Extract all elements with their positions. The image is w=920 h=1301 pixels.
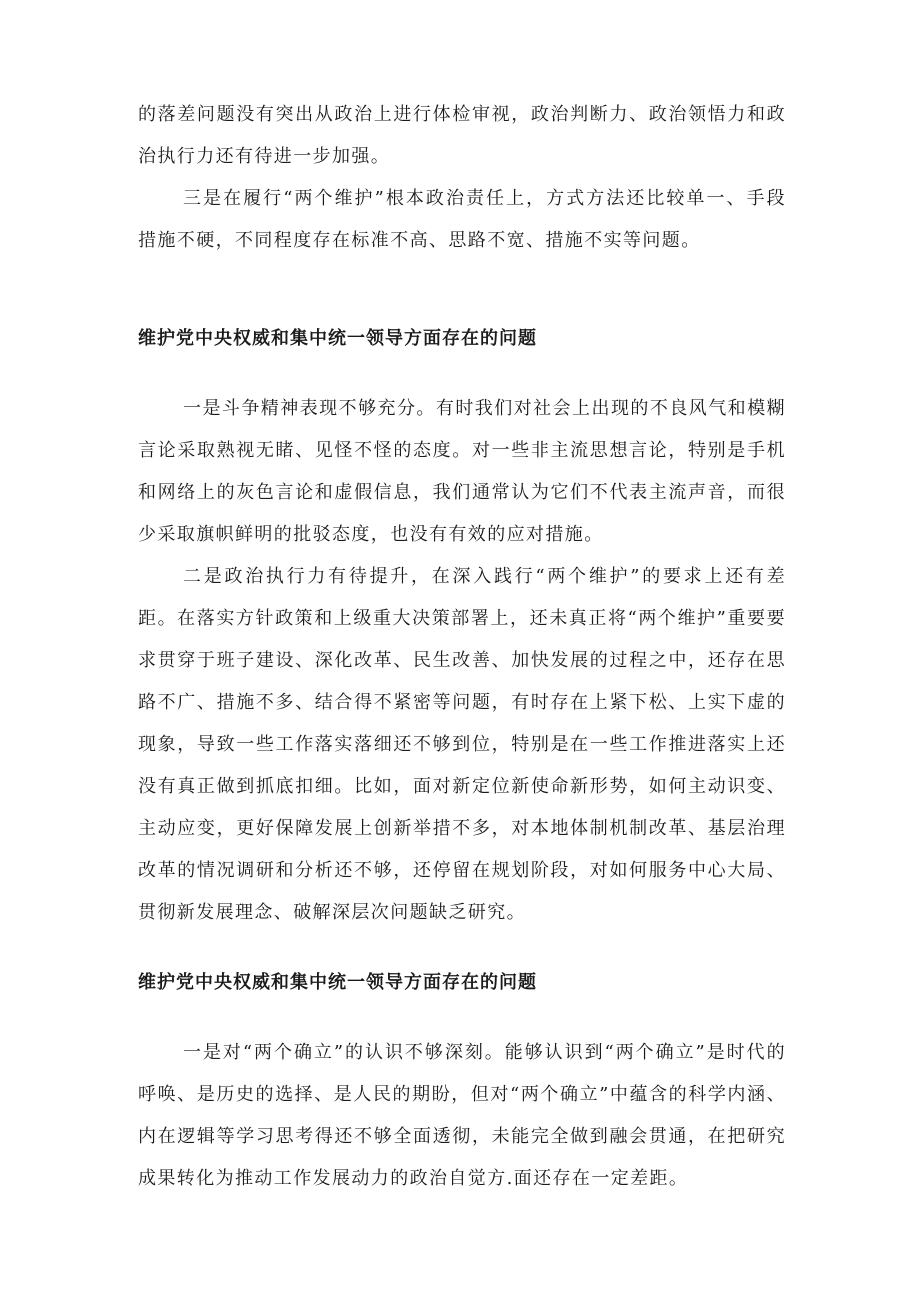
paragraph-three-point: 三是在履行“两个维护”根本政治责任上，方式方法还比较单一、手段措施不硬，不同程度存在标准不高、思路不宽、措施不实等问题。 xyxy=(138,188,786,251)
section-heading-1: 维护党中央权威和集中统一领导方面存在的问题 xyxy=(138,328,537,349)
continuation-paragraph: 的落差问题没有突出从政治上进行体检审视，政治判断力、政治领悟力和政治执行力还有待进一步加强。 xyxy=(138,104,786,167)
section-heading-2: 维护党中央权威和集中统一领导方面存在的问题 xyxy=(138,972,537,993)
section2-paragraph-1: 一是对“两个确立”的认识不够深刻。能够认识到“两个确立”是时代的呼唤、是历史的选择、是人民的期盼，但对“两个确立”中蕴含的科学内涵、内在逻辑等学习思考得还不够全面透彻，未能完全做到融会贯通，在把研究成果转化为推动工作发展动力的政治自觉方.面还存在一定差距。 xyxy=(138,1042,786,1189)
section1-paragraph-2: 二是政治执行力有待提升，在深入践行“两个维护”的要求上还有差距。在落实方针政策和上级重大决策部署上，还未真正将“两个维护”重要要求贯穿于班子建设、深化改革、民生改善、加快发展的过程之中，还存在思路不广、措施不多、结合得不紧密等问题，有时存在上紧下松、上实下虚的现象，导致一些工作落实落细还不够到位，特别是在一些工作推进落实上还没有真正做到抓底扣细。比如，面对新定位新使命新形势，如何主动识变、主动应变，更好保障发展上创新举措不多，对本地体制机制改革、基层治理改革的情况调研和分析还不够，还停留在规划阶段，对如何服务中心大局、贯彻新发展理念、破解深层次问题缺乏研究。 xyxy=(138,566,786,923)
section1-paragraph-1: 一是斗争精神表现不够充分。有时我们对社会上出现的不良风气和模糊言论采取熟视无睹、见怪不怪的态度。对一些非主流思想言论，特别是手机和网络上的灰色言论和虚假信息，我们通常认为它们不代表主流声音，而很少采取旗帜鲜明的批驳态度，也没有有效的应对措施。 xyxy=(138,398,786,545)
